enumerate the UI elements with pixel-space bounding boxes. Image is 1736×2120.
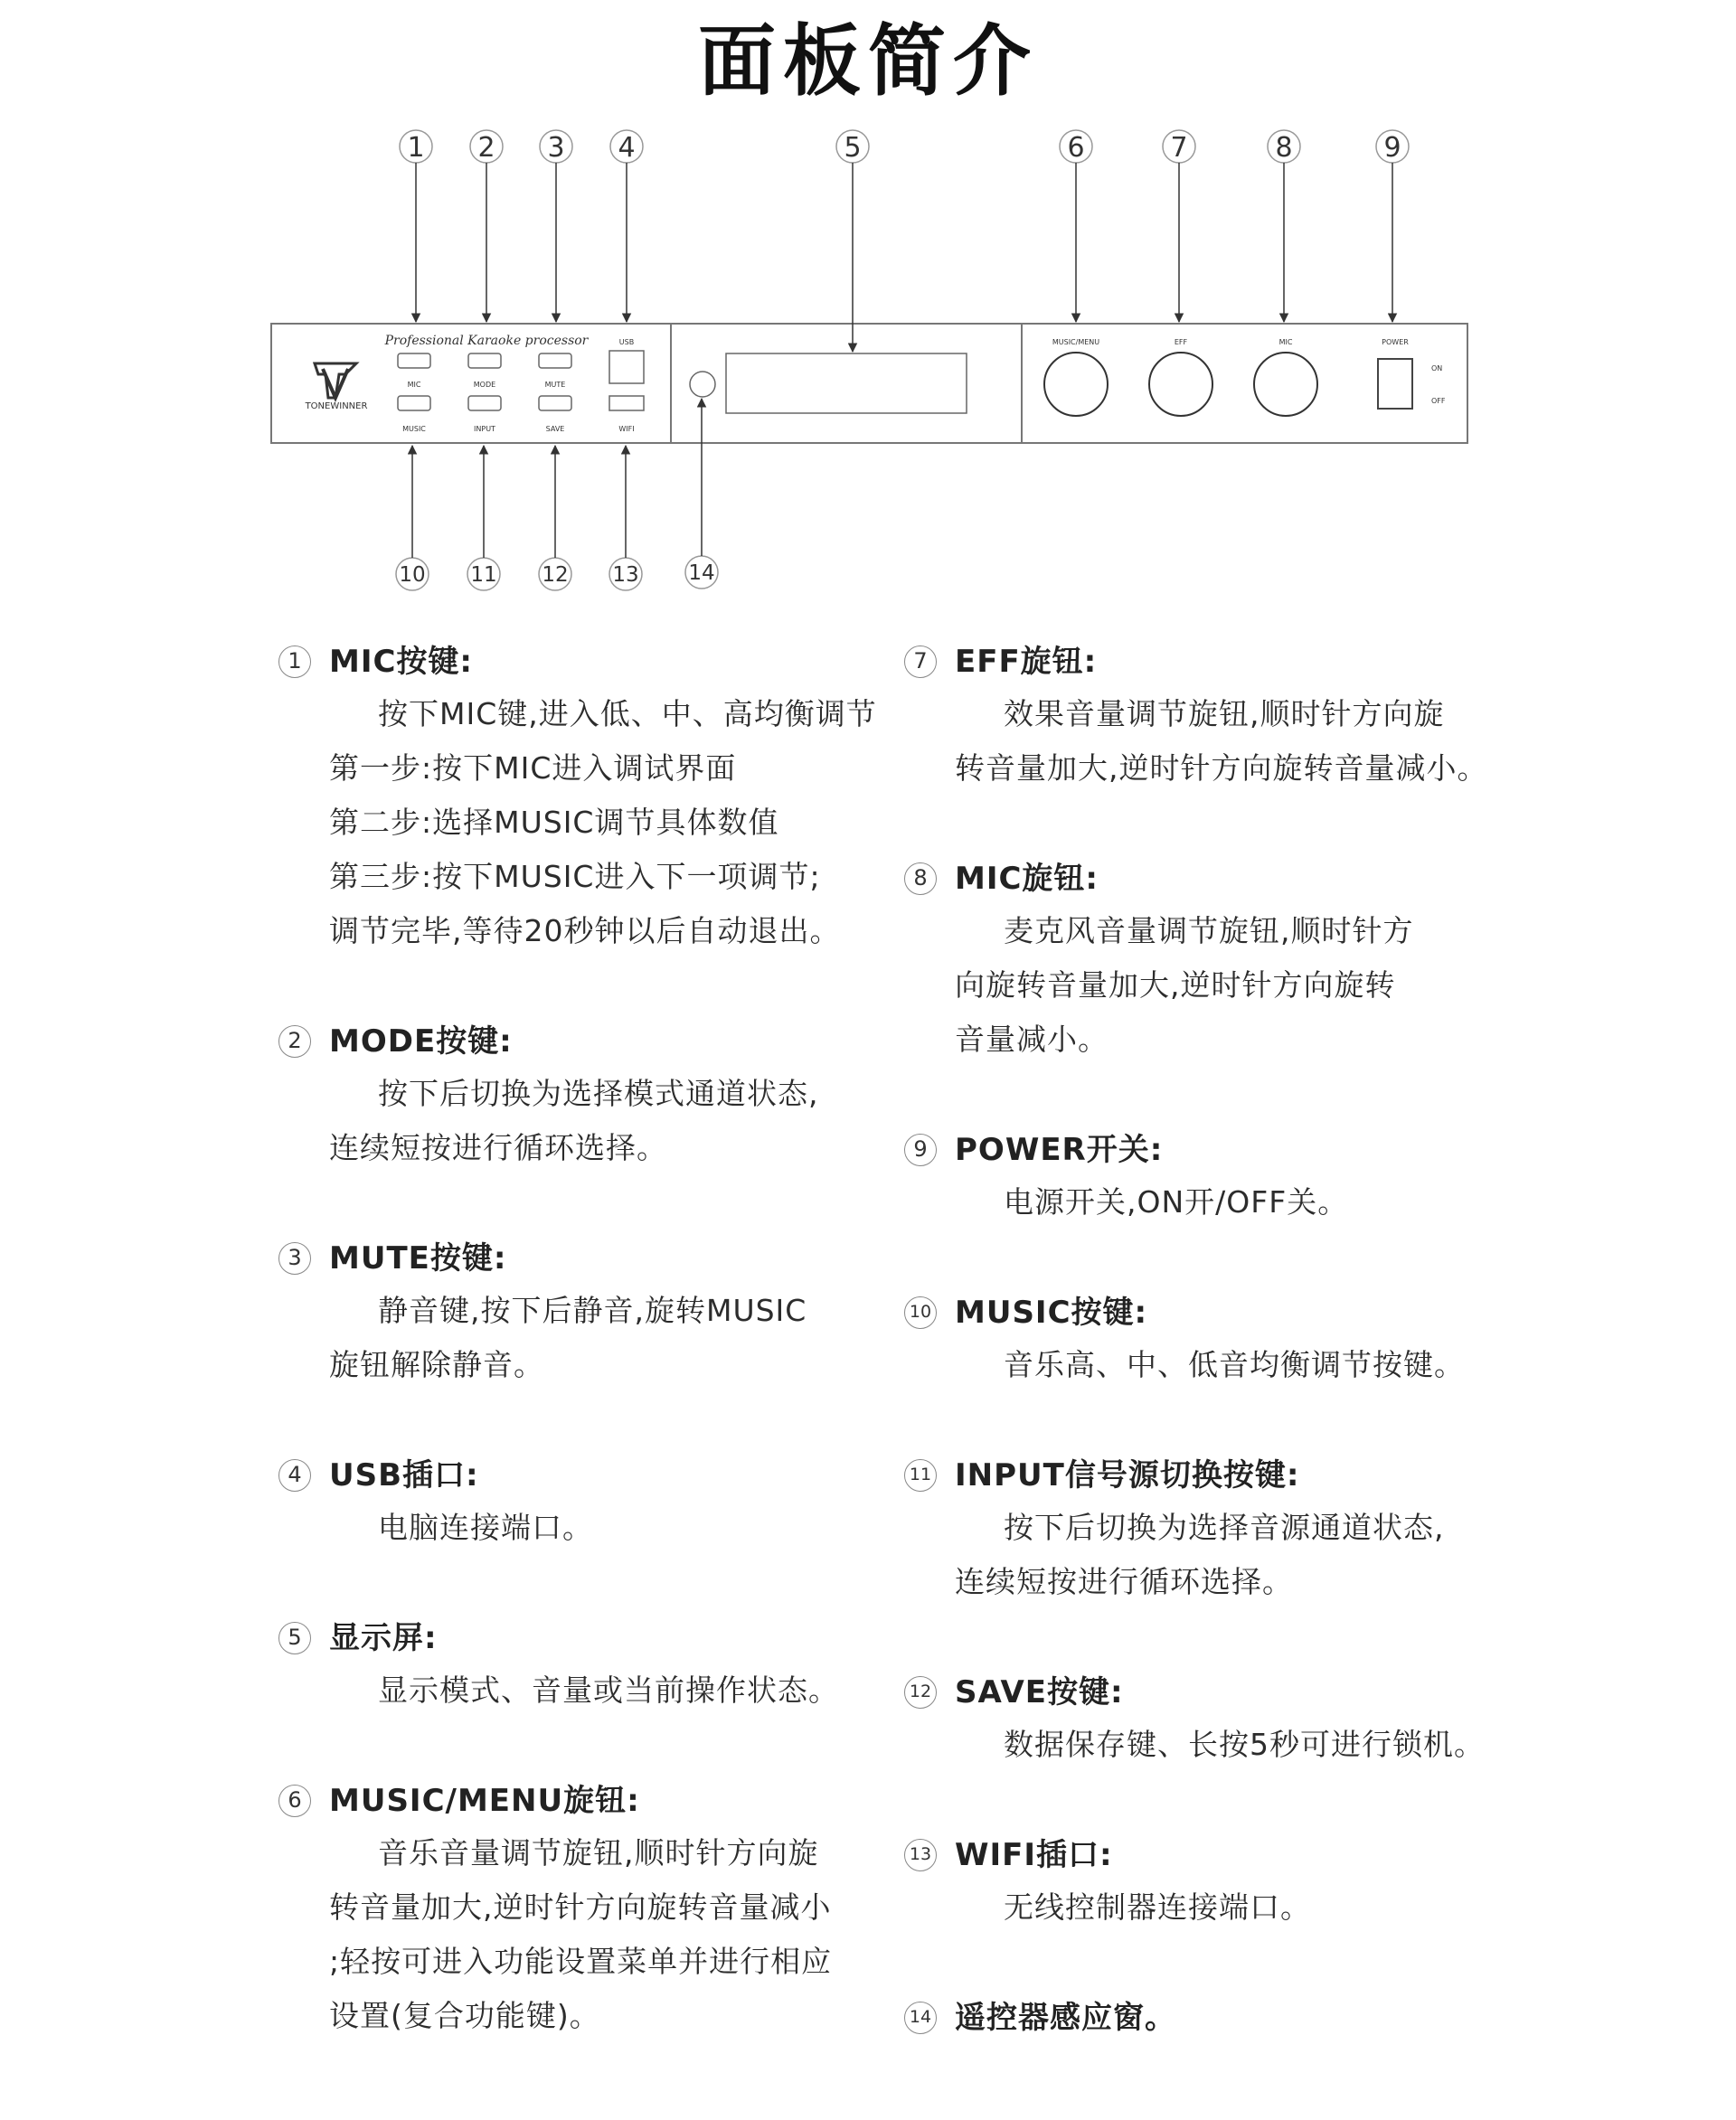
svg-text:11: 11 — [470, 563, 497, 587]
callout-6 — [1060, 130, 1092, 322]
item-description-line: 设置(复合功能键)。 — [329, 1998, 600, 2033]
usb-port-label: USB — [618, 338, 635, 346]
item-number-circle: 4 — [278, 1459, 311, 1492]
svg-text:3: 3 — [547, 132, 565, 164]
item-description-line: 数据保存键、长按5秒可进行锁机。 — [1004, 1727, 1485, 1762]
power-off-label: OFF — [1431, 397, 1446, 405]
description-item-3 — [278, 1230, 911, 1392]
mic-button-label: MIC — [407, 381, 421, 389]
music-menu-knob-label: MUSIC/MENU — [1052, 338, 1100, 346]
item-title: WIFI插口: — [955, 1837, 1113, 1873]
item-description-line: 第一步:按下MIC进入调试界面 — [329, 750, 737, 786]
item-description-line: 转音量加大,逆时针方向旋转音量减小。 — [955, 750, 1488, 786]
description-item-12 — [904, 1663, 1537, 1772]
svg-text:1: 1 — [407, 132, 425, 164]
svg-text:7: 7 — [1170, 132, 1188, 164]
item-description-line: 效果音量调节旋钮,顺时针方向旋 — [1004, 696, 1445, 731]
svg-text:2: 2 — [477, 132, 495, 164]
save-button-label: SAVE — [545, 425, 565, 433]
item-title: SAVE按键: — [955, 1674, 1124, 1710]
save-button[interactable] — [539, 396, 571, 410]
mode-button[interactable] — [468, 353, 501, 368]
item-title: INPUT信号源切换按键: — [955, 1457, 1300, 1493]
item-description-line: 向旋转音量加大,逆时针方向旋转 — [955, 967, 1396, 1003]
item-number-circle: 7 — [904, 645, 937, 678]
svg-text:13: 13 — [612, 563, 639, 587]
item-description-line: 调节完毕,等待20秒钟以后自动退出。 — [329, 913, 841, 948]
front-panel-diagram — [0, 0, 1736, 615]
callout-3 — [540, 130, 572, 322]
item-number-circle: 10 — [904, 1296, 937, 1329]
item-description-line: 按下MIC键,进入低、中、高均衡调节 — [378, 696, 877, 731]
item-description-line: 旋钮解除静音。 — [329, 1347, 544, 1382]
panel-subtitle: Professional Karaoke processor — [384, 334, 589, 348]
svg-text:5: 5 — [844, 132, 862, 164]
item-description-line: ;轻按可进入功能设置菜单并进行相应 — [329, 1944, 833, 1979]
item-number-circle: 3 — [278, 1242, 311, 1275]
item-number-circle: 14 — [904, 2002, 937, 2034]
input-button-label: INPUT — [474, 425, 495, 433]
item-description-line: 按下后切换为选择音源通道状态, — [1004, 1510, 1445, 1545]
item-description-line: 连续短按进行循环选择。 — [329, 1130, 667, 1165]
svg-text:14: 14 — [688, 561, 715, 585]
item-number-circle: 12 — [904, 1676, 937, 1709]
item-title: USB插口: — [329, 1457, 479, 1493]
item-title: POWER开关: — [955, 1132, 1164, 1168]
svg-text:9: 9 — [1383, 132, 1401, 164]
description-item-7 — [904, 633, 1537, 796]
description-item-6 — [278, 1772, 911, 2043]
item-description-line: 麦克风音量调节旋钮,顺时针方 — [1004, 913, 1414, 948]
description-item-14 — [904, 1989, 1537, 2043]
callout-10 — [396, 446, 429, 590]
item-description-line: 第三步:按下MUSIC进入下一项调节; — [329, 859, 821, 894]
music-menu-knob[interactable] — [1044, 353, 1108, 416]
description-item-8 — [904, 850, 1537, 1067]
item-description-line: 按下后切换为选择模式通道状态, — [378, 1076, 819, 1111]
callout-4 — [610, 130, 643, 322]
callout-11 — [467, 446, 500, 590]
item-description-line: 电脑连接端口。 — [378, 1510, 593, 1545]
item-number-circle: 1 — [278, 645, 311, 678]
callout-9 — [1376, 130, 1409, 322]
item-description-line: 音乐高、中、低音均衡调节按键。 — [1004, 1347, 1465, 1382]
brand-name: TONEWINNER — [305, 401, 368, 411]
callout-8 — [1268, 130, 1300, 322]
item-title: MIC旋钮: — [955, 861, 1099, 897]
item-description-line: 音量减小。 — [955, 1022, 1109, 1057]
callout-13 — [609, 446, 642, 590]
svg-text:6: 6 — [1067, 132, 1085, 164]
item-number-circle: 6 — [278, 1785, 311, 1817]
mode-button-label: MODE — [473, 381, 496, 389]
power-on-label: ON — [1431, 364, 1443, 372]
item-title: EFF旋钮: — [955, 644, 1098, 680]
item-description-line: 无线控制器连接端口。 — [1004, 1889, 1311, 1925]
item-description-line: 第二步:选择MUSIC调节具体数值 — [329, 805, 779, 840]
item-title: MUSIC按键: — [955, 1295, 1148, 1331]
description-item-5 — [278, 1609, 911, 1718]
callout-7 — [1163, 130, 1195, 322]
item-number-circle: 5 — [278, 1622, 311, 1654]
svg-text:8: 8 — [1275, 132, 1293, 164]
eff-knob-label: EFF — [1174, 338, 1188, 346]
svg-text:10: 10 — [399, 563, 426, 587]
description-item-9 — [904, 1121, 1537, 1230]
svg-text:12: 12 — [542, 563, 569, 587]
description-item-1 — [278, 633, 911, 958]
description-item-2 — [278, 1013, 911, 1175]
item-number-circle: 8 — [904, 862, 937, 895]
item-description-line: 显示模式、音量或当前操作状态。 — [378, 1672, 839, 1708]
item-title: MUTE按键: — [329, 1240, 507, 1277]
svg-text:4: 4 — [618, 132, 636, 164]
mic-knob[interactable] — [1254, 353, 1317, 416]
item-description-line: 转音量加大,逆时针方向旋转音量减小 — [329, 1889, 832, 1925]
item-title: MUSIC/MENU旋钮: — [329, 1783, 640, 1819]
mic-knob-label: MIC — [1278, 338, 1293, 346]
callout-5 — [836, 130, 869, 352]
item-description-line: 音乐音量调节旋钮,顺时针方向旋 — [378, 1835, 819, 1870]
mic-button[interactable] — [398, 353, 430, 368]
page-title: 面板简介 — [698, 16, 1038, 107]
music-button[interactable] — [398, 396, 430, 410]
item-title: 显示屏: — [329, 1620, 438, 1656]
item-title: MODE按键: — [329, 1023, 513, 1060]
callout-2 — [470, 130, 503, 322]
item-description-line: 静音键,按下后静音,旋转MUSIC — [378, 1293, 807, 1328]
callout-1 — [400, 130, 432, 322]
description-item-11 — [904, 1446, 1537, 1609]
item-number-circle: 11 — [904, 1459, 937, 1492]
power-switch[interactable] — [1378, 359, 1412, 409]
item-number-circle: 2 — [278, 1025, 311, 1058]
item-number-circle: 13 — [904, 1839, 937, 1871]
mute-button-label: MUTE — [544, 381, 566, 389]
display-screen — [726, 353, 967, 413]
input-button[interactable] — [468, 396, 501, 410]
item-title: MIC按键: — [329, 644, 474, 680]
description-item-4 — [278, 1446, 911, 1555]
eff-knob[interactable] — [1149, 353, 1212, 416]
power-switch-label: POWER — [1382, 338, 1409, 346]
description-item-10 — [904, 1284, 1537, 1392]
ir-receiver-window — [690, 372, 715, 397]
wifi-port-label: WIFI — [618, 425, 635, 433]
item-title: 遥控器感应窗。 — [955, 2000, 1176, 2036]
usb-port[interactable] — [609, 351, 644, 383]
mute-button[interactable] — [539, 353, 571, 368]
item-description-line: 电源开关,ON开/OFF关。 — [1004, 1184, 1349, 1220]
music-button-label: MUSIC — [402, 425, 426, 433]
item-number-circle: 9 — [904, 1134, 937, 1166]
wifi-port[interactable] — [609, 396, 644, 410]
item-description-line: 连续短按进行循环选择。 — [955, 1564, 1293, 1599]
callout-12 — [539, 446, 571, 590]
description-item-13 — [904, 1826, 1537, 1935]
